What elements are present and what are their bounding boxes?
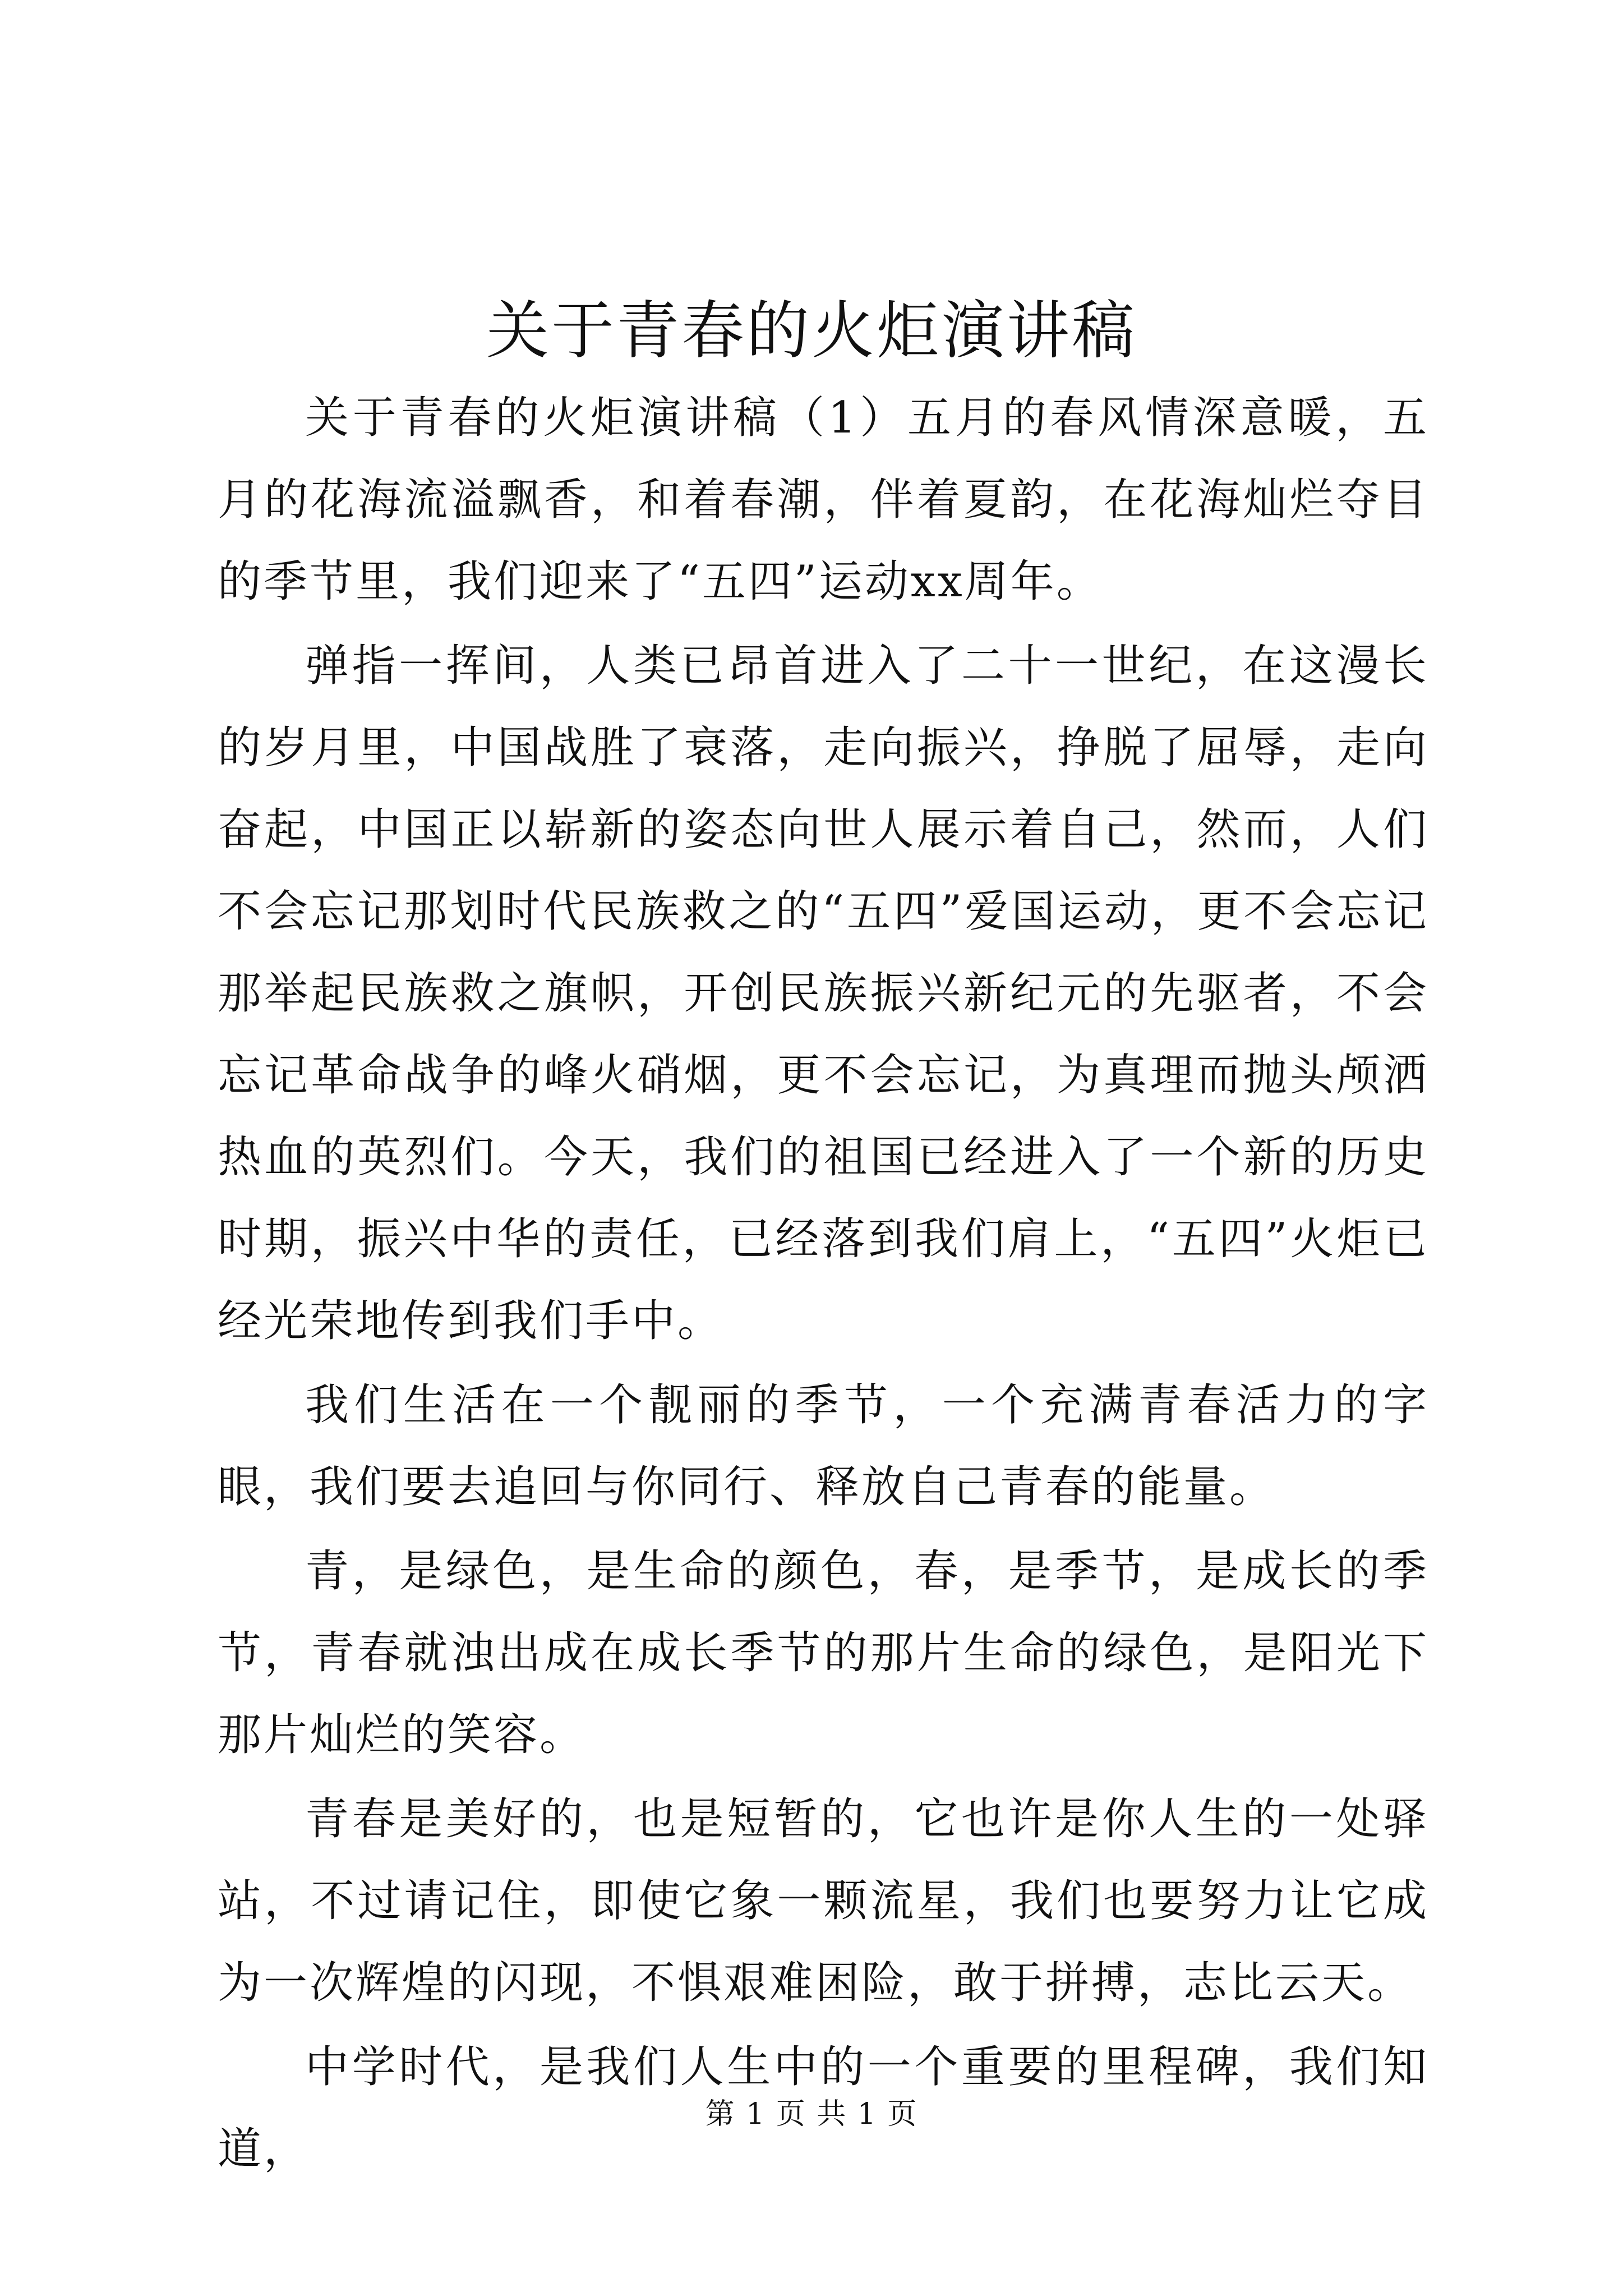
document-title: 关于青春的火炬演讲稿 [486, 295, 1137, 367]
paragraph: 青春是美好的，也是短暂的，它也许是你人生的一处驿站，不过请记住，即使它象一颗流星，我们也要努力让它成为一次辉煌的闪现，不惧艰难困险，敢于拼搏，志比云天。 [218, 1794, 1429, 2008]
paragraph: 中学时代，是我们人生中的一个重要的里程碑，我们知道， [218, 2042, 1429, 2174]
paragraph: 弹指一挥间，人类已昂首进入了二十一世纪，在这漫长的岁月里，中国战胜了衰落，走向振兴，挣脱了屈辱，走向奋起，中国正以崭新的姿态向世人展示着自己，然而，人们不会忘记那划时代民族救之的“五四”爱国运动，更不会忘记那举起民族救之旗帜，开创民族振兴新纪元的先驱者，不会忘记革命战争的峰火硝烟，更不会忘记，为真理而抛头颅洒热血的英烈们。今天，我们的祖国已经进入了一个新的历史时期，振兴中华的责任，已经落到我们肩上，“五四”火炬已经光荣地传到我们手中。 [218, 641, 1429, 1346]
paragraph: 我们生活在一个靓丽的季节，一个充满青春活力的字眼，我们要去追回与你同行、释放自己青春的能量。 [218, 1380, 1429, 1512]
document-body [218, 377, 1429, 2190]
page-footer: 第 1 页 共 1 页 [705, 2097, 918, 2131]
paragraph: 青，是绿色，是生命的颜色，春，是季节，是成长的季节，青春就浊出成在成长季节的那片生命的绿色，是阳光下那片灿烂的笑容。 [218, 1546, 1429, 1760]
paragraph: 关于青春的火炬演讲稿（1）五月的春风情深意暖，五月的花海流溢飘香，和着春潮，伴着夏韵，在花海灿烂夺目的季节里，我们迎来了“五四”运动xx周年。 [218, 393, 1429, 607]
